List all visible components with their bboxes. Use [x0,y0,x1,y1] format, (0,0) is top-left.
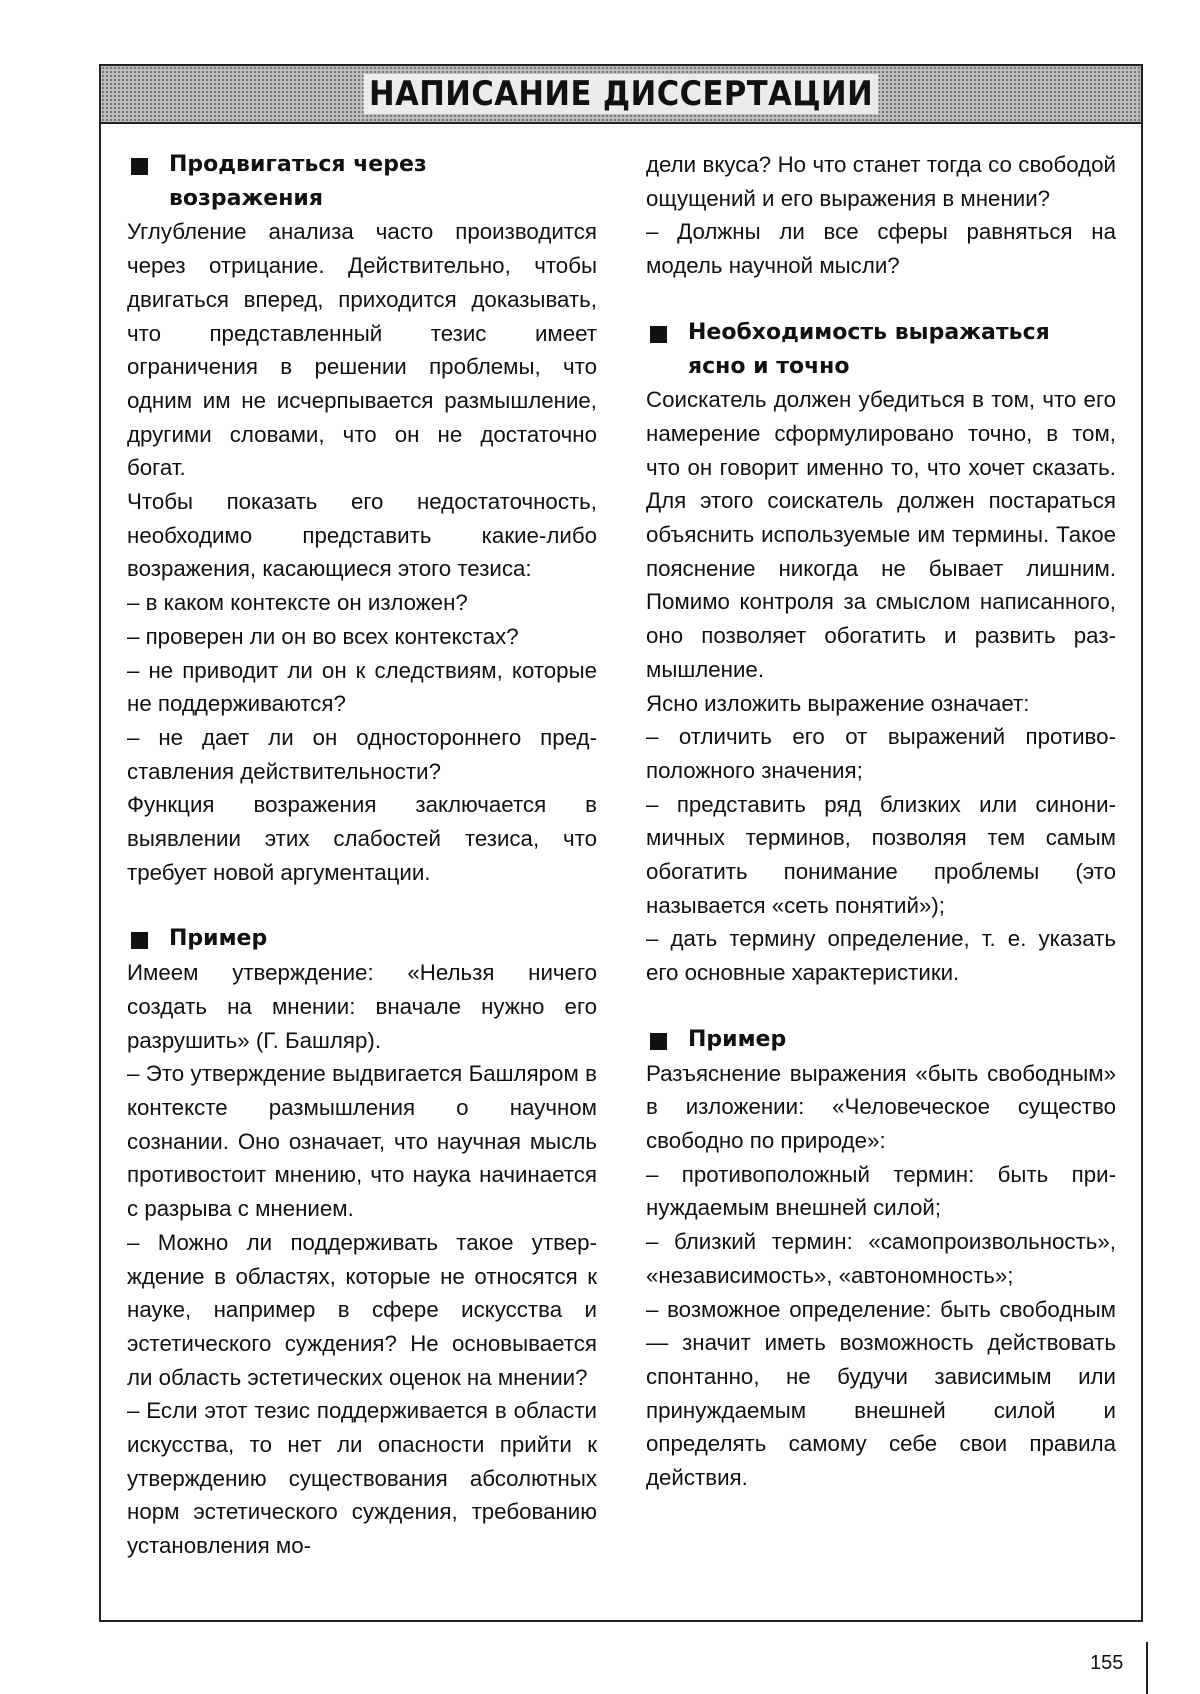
bullet-square-icon [131,932,148,949]
paragraph: Чтобы показать его недостаточность, необходимо представить какие-либо возражения, касающиеся этого тезиса: [127,489,597,582]
bullet-square-icon [650,326,667,343]
list-item: – не дает ли он одностороннего представления действительности? [127,724,597,784]
right-column [646,148,1116,1495]
paragraph: Разъяснение выражения «быть свободным» в изложении: «Человеческое существо свободно по природе»: [646,1060,1116,1153]
heading-line: возражения [169,185,323,211]
paragraph: – Это утверждение выдвигается Башляром в контексте размышления о научном сознании. Оно означает, что научная мысль противостоит мнению, что наука начинается с разрыва с мнением. [127,1061,597,1222]
paragraph: Соискатель должен убедиться в том, что его намерение сформулировано точно, в том, что он говорит именно то, что хочет сказать. Для этого соискатель должен постараться объяснить используемые им термины. Такое пояснение никогда не бывает лишним. Помимо контроля за смыслом написанного, оно позволяет обогатить и развить размышление. [646,387,1116,682]
bullet-square-icon [650,1033,667,1050]
list-item: – в каком контексте он изложен? [127,590,468,616]
page-number: 155 [1090,1652,1124,1674]
section-title: НАПИСАНИЕ ДИССЕРТАЦИИ [364,74,879,114]
list-item: – представить ряд близких или синонимичных терминов, позволяя тем самым обогатить понимание проблемы (это называется «сеть понятий»); [646,791,1116,918]
heading-line: Продвигаться через [169,152,427,177]
heading-objections [127,148,597,215]
section-banner [101,66,1141,124]
paragraph: Функция возражения заключается в выявлении этих слабостей тезиса, что требует новой аргументации. [127,792,597,885]
heading-line: Пример [169,926,268,952]
list-item: – противоположный термин: быть принуждаемым внешней силой; [646,1161,1116,1221]
paragraph: – Должны ли все сферы равняться на модель научной мысли? [646,219,1116,279]
heading-line: Необходимость выражаться [688,319,1050,345]
paragraph: дели вкуса? Но что станет тогда со свободой ощущений и его выражения в мнении? [646,152,1116,211]
heading-example [646,1023,1116,1057]
page-edge-rule [1146,1642,1148,1694]
left-column [127,148,597,1563]
list-item: – возможное определение: быть свободным — значит иметь возможность действовать спонтанно, не будучи зависимым или принуждаемым внешней силой и определять самому себе свои правила действия. [646,1296,1116,1491]
list-item: – не приводит ли он к следствиям, которые не поддерживаются? [127,657,597,717]
paragraph: – Можно ли поддерживать такое утверждение в областях, которые не относятся к науке, например в сфере искусства и эстетического суждения? Не основывается ли область эстетических оценок на мнении? [127,1229,597,1390]
paragraph: Углубление анализа часто производится через отрицание. Действительно, чтобы двигаться вперед, приходится доказывать, что представленный тезис имеет ограничения в решении проблемы, что одним им не исчерпывается размышление, другими словами, что он не достаточно богат. [127,219,597,481]
heading-clarity [646,316,1116,383]
paragraph: – Если этот тезис поддерживается в области искусства, то нет ли опасности прийти к утверждению существования абсолютных норм эстетического суждения, требованию установления мо- [127,1398,597,1559]
heading-line: ясно и точно [688,353,850,379]
page-frame [99,64,1143,1622]
paragraph: Ясно изложить выражение означает: [646,690,1030,716]
list-item: – близкий термин: «самопроизвольность», «независимость», «автономность»; [646,1229,1116,1288]
bullet-square-icon [131,158,148,175]
paragraph: Имеем утверждение: «Нельзя ничего создать на мнении: вначале нужно его разрушить» (Г. Башляр). [127,960,597,1053]
heading-line: Пример [688,1026,787,1052]
list-item: – проверен ли он во всех контекстах? [127,623,519,649]
heading-example [127,922,597,956]
list-item: – отличить его от выражений противоположного значения; [646,724,1116,783]
list-item: – дать термину определение, т. е. указать его основные характеристики. [646,926,1116,986]
